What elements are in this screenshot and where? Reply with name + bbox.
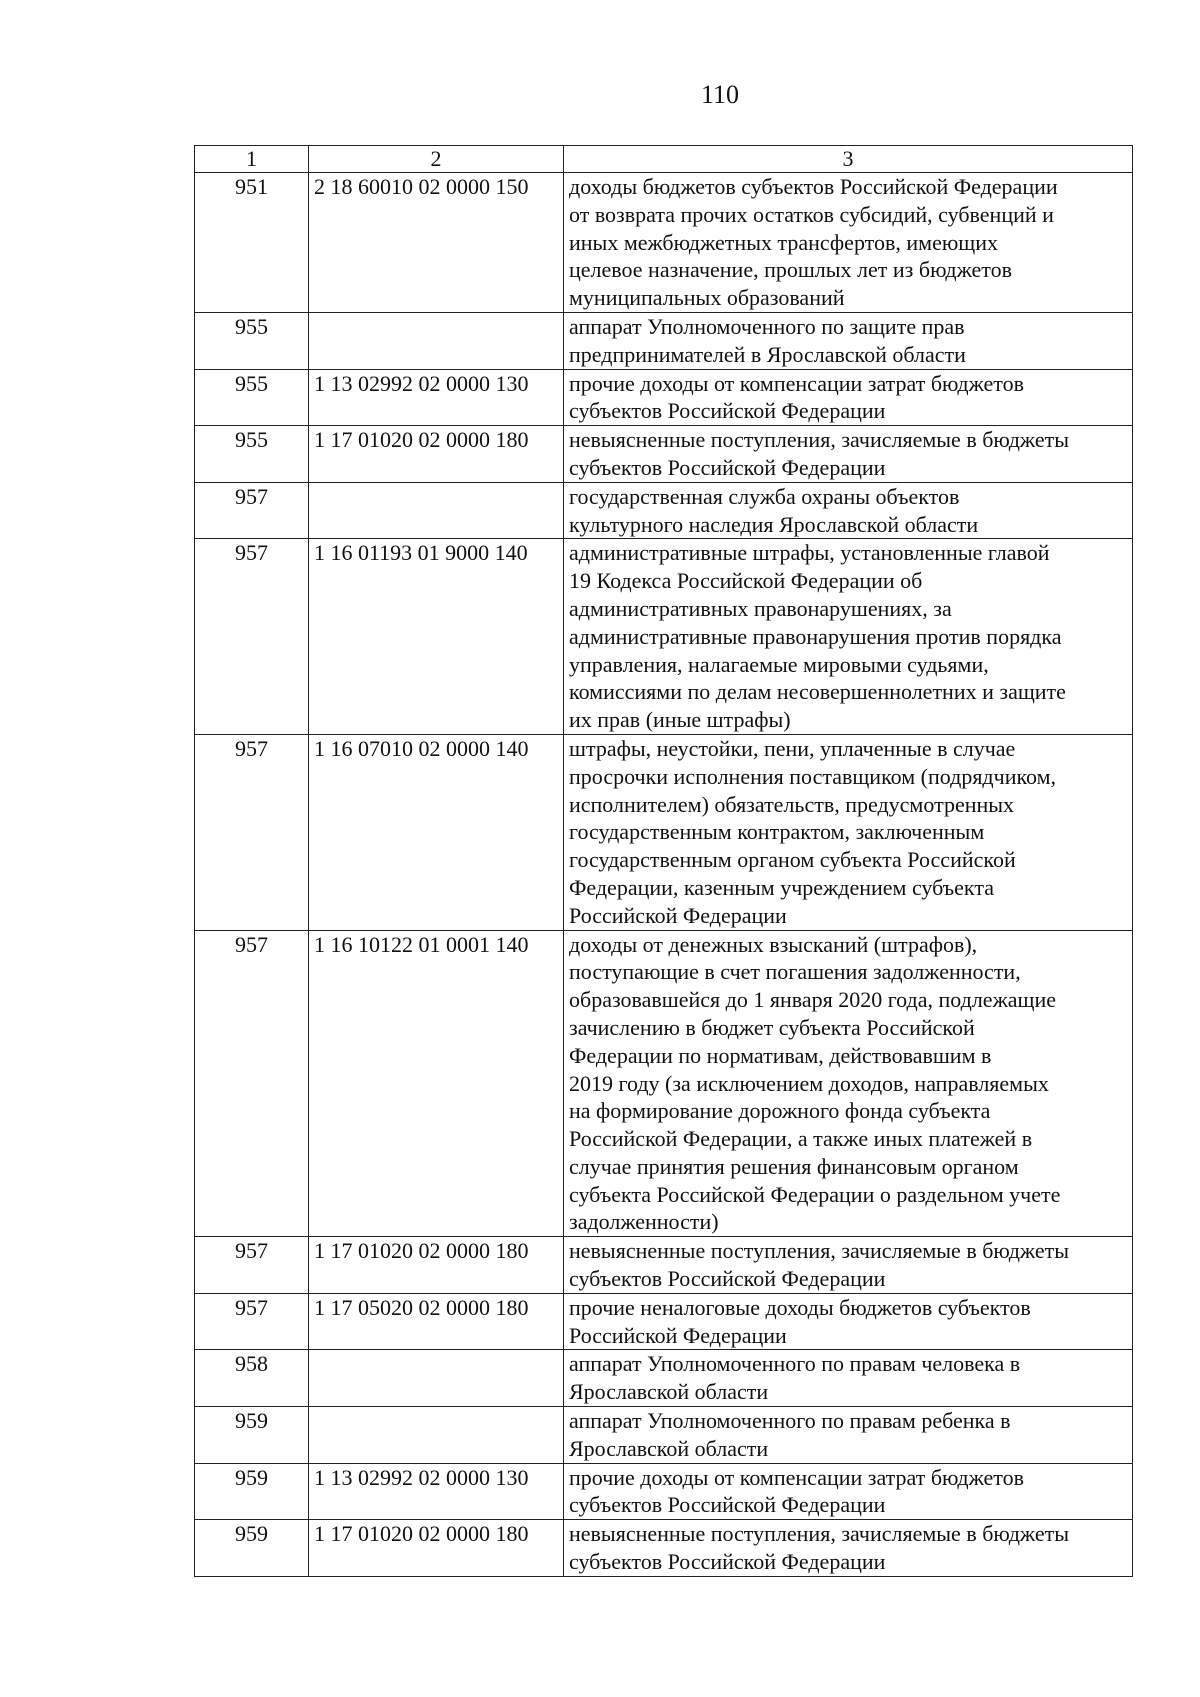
description-line: государственным контрактом, заключенным — [569, 819, 985, 845]
admin-code-cell: 959 — [195, 1407, 309, 1464]
budget-classification-code-cell: 1 17 01020 02 0000 180 — [309, 426, 564, 483]
column-header-3: 3 — [564, 146, 1133, 173]
description-line: субъектов Российской Федерации — [569, 1492, 886, 1518]
description-cell — [564, 312, 1133, 369]
description-cell — [564, 426, 1133, 483]
table-row — [195, 734, 1133, 930]
description-line: прочие доходы от компенсации затрат бюджетов — [569, 1464, 1024, 1490]
description-cell — [564, 1407, 1133, 1464]
description-line: исполнителем) обязательств, предусмотренных — [569, 791, 1015, 817]
description-cell — [564, 482, 1133, 539]
description-line: управления, налагаемые мировыми судьями, — [569, 651, 989, 677]
description-line: прочие доходы от компенсации затрат бюджетов — [569, 370, 1024, 396]
column-header-2: 2 — [309, 146, 564, 173]
description-line: невыясненные поступления, зачисляемые в бюджеты — [569, 1521, 1069, 1547]
description-line: субъекта Российской Федерации о раздельном учете — [569, 1181, 1061, 1207]
admin-code-cell: 955 — [195, 369, 309, 426]
description-line: 2019 году (за исключением доходов, направляемых — [569, 1070, 1049, 1096]
table-row — [195, 482, 1133, 539]
admin-code-cell: 957 — [195, 734, 309, 930]
description-cell — [564, 1520, 1133, 1577]
admin-code-cell: 955 — [195, 426, 309, 483]
page-number: 110 — [700, 80, 740, 109]
description-cell — [564, 1463, 1133, 1520]
description-line: Российской Федерации, а также иных платежей в — [569, 1126, 1033, 1152]
admin-code-cell: 958 — [195, 1350, 309, 1407]
description-cell — [564, 734, 1133, 930]
description-line: предпринимателей в Ярославской области — [569, 341, 966, 367]
table-row — [195, 1237, 1133, 1294]
description-line: административных правонарушениях, за — [569, 595, 952, 621]
table-row — [195, 539, 1133, 735]
budget-classification-code-cell: 1 13 02992 02 0000 130 — [309, 369, 564, 426]
description-cell — [564, 930, 1133, 1237]
table-row — [195, 312, 1133, 369]
admin-code-cell: 957 — [195, 1293, 309, 1350]
description-line: государственным органом субъекта Российской — [569, 847, 1016, 873]
description-line: Федерации по нормативам, действовавшим в — [569, 1042, 992, 1068]
description-line: доходы от денежных взысканий (штрафов), — [569, 931, 978, 957]
description-line: на формирование дорожного фонда субъекта — [569, 1098, 991, 1124]
description-cell — [564, 173, 1133, 313]
budget-classification-code-cell — [309, 312, 564, 369]
description-line: доходы бюджетов субъектов Российской Федерации — [569, 174, 1058, 199]
table-row — [195, 173, 1133, 313]
budget-classification-code-cell: 2 18 60010 02 0000 150 — [309, 173, 564, 313]
description-cell — [564, 1350, 1133, 1407]
budget-classification-code-cell: 1 16 01193 01 9000 140 — [309, 539, 564, 735]
table-row — [195, 1350, 1133, 1407]
table-header-row — [195, 146, 1133, 173]
description-line: от возврата прочих остатков субсидий, субвенций и — [569, 201, 1054, 227]
description-line: образовавшейся до 1 января 2020 года, подлежащие — [569, 987, 1057, 1013]
table-row — [195, 1293, 1133, 1350]
description-cell — [564, 1293, 1133, 1350]
admin-code-cell: 959 — [195, 1463, 309, 1520]
description-line: Российской Федерации — [569, 902, 787, 928]
description-line: поступающие в счет погашения задолженности, — [569, 959, 1021, 985]
description-line: административные правонарушения против порядка — [569, 623, 1062, 649]
table-row — [195, 426, 1133, 483]
budget-classification-code-cell: 1 17 05020 02 0000 180 — [309, 1293, 564, 1350]
description-cell — [564, 369, 1133, 426]
description-line: штрафы, неустойки, пени, уплаченные в случае — [569, 735, 1016, 761]
revenue-codes-table — [194, 145, 1133, 1577]
budget-classification-code-cell — [309, 1350, 564, 1407]
description-line: невыясненные поступления, зачисляемые в бюджеты — [569, 1238, 1069, 1264]
admin-code-cell: 957 — [195, 1237, 309, 1294]
admin-code-cell: 957 — [195, 930, 309, 1237]
table-body — [195, 173, 1133, 1577]
description-cell — [564, 539, 1133, 735]
description-line: аппарат Уполномоченного по правам человека в — [569, 1351, 1021, 1377]
column-header-1: 1 — [195, 146, 309, 173]
description-line: невыясненные поступления, зачисляемые в бюджеты — [569, 427, 1069, 453]
admin-code-cell: 957 — [195, 482, 309, 539]
budget-classification-code-cell: 1 13 02992 02 0000 130 — [309, 1463, 564, 1520]
budget-classification-code-cell — [309, 482, 564, 539]
description-line: зачислению в бюджет субъекта Российской — [569, 1014, 975, 1040]
description-line: Российской Федерации — [569, 1322, 787, 1348]
budget-classification-code-cell: 1 16 07010 02 0000 140 — [309, 734, 564, 930]
description-line: целевое назначение, прошлых лет из бюджетов — [569, 257, 1012, 283]
description-line: случае принятия решения финансовым органом — [569, 1153, 1019, 1179]
description-line: задолженности) — [569, 1209, 719, 1235]
description-line: аппарат Уполномоченного по защите прав — [569, 313, 965, 339]
description-line: 19 Кодекса Российской Федерации об — [569, 568, 923, 594]
table-row — [195, 1520, 1133, 1577]
description-line: аппарат Уполномоченного по правам ребенка в — [569, 1408, 1011, 1434]
budget-classification-code-cell: 1 17 01020 02 0000 180 — [309, 1237, 564, 1294]
description-line: субъектов Российской Федерации — [569, 1266, 886, 1292]
description-line: субъектов Российской Федерации — [569, 398, 886, 424]
description-line: культурного наследия Ярославской области — [569, 511, 979, 537]
description-line: просрочки исполнения поставщиком (подрядчиком, — [569, 763, 1057, 789]
description-line: Федерации, казенным учреждением субъекта — [569, 874, 994, 900]
description-line: их прав (иные штрафы) — [569, 707, 791, 733]
description-line: комиссиями по делам несовершеннолетних и защите — [569, 679, 1066, 705]
description-line: административные штрафы, установленные главой — [569, 540, 1050, 566]
admin-code-cell: 957 — [195, 539, 309, 735]
table-row — [195, 1463, 1133, 1520]
admin-code-cell: 951 — [195, 173, 309, 313]
description-cell — [564, 1237, 1133, 1294]
budget-classification-code-cell — [309, 1407, 564, 1464]
description-line: субъектов Российской Федерации — [569, 454, 886, 480]
table-row — [195, 1407, 1133, 1464]
budget-classification-code-cell: 1 17 01020 02 0000 180 — [309, 1520, 564, 1577]
description-line: муниципальных образований — [569, 285, 845, 311]
admin-code-cell: 955 — [195, 312, 309, 369]
table-row — [195, 369, 1133, 426]
table-row — [195, 930, 1133, 1237]
description-line: субъектов Российской Федерации — [569, 1549, 886, 1575]
budget-classification-code-cell: 1 16 10122 01 0001 140 — [309, 930, 564, 1237]
admin-code-cell: 959 — [195, 1520, 309, 1577]
description-line: Ярославской области — [569, 1435, 769, 1461]
description-line: иных межбюджетных трансфертов, имеющих — [569, 229, 998, 255]
description-line: прочие неналоговые доходы бюджетов субъектов — [569, 1294, 1031, 1320]
description-line: Ярославской области — [569, 1379, 769, 1405]
description-line: государственная служба охраны объектов — [569, 483, 960, 509]
